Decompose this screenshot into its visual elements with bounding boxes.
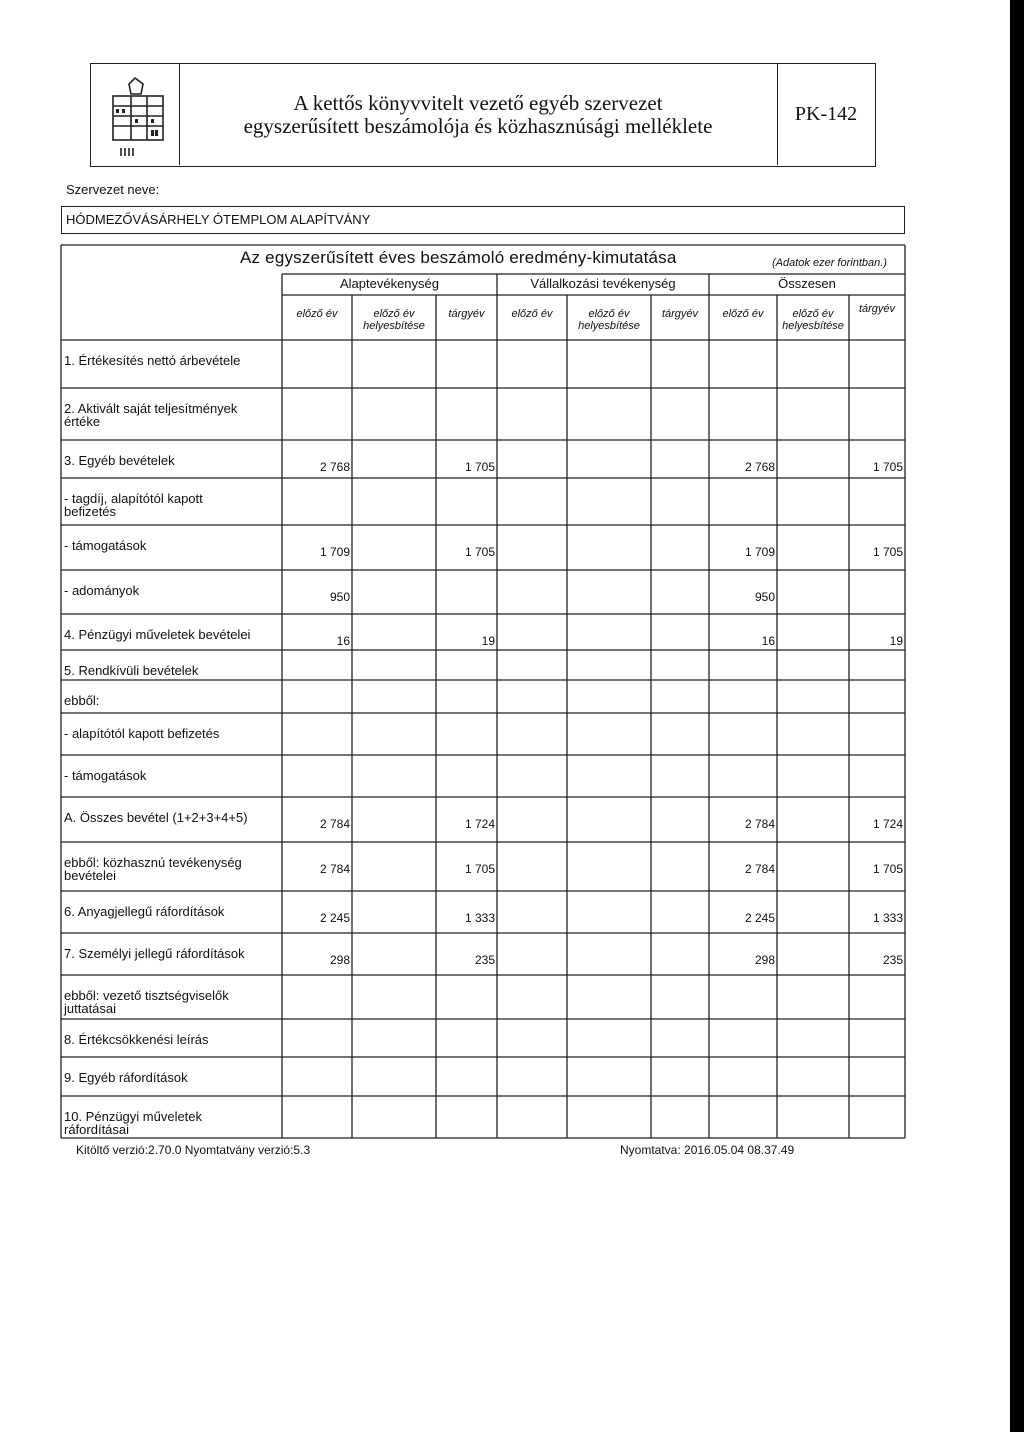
row-label	[64, 539, 146, 552]
value-cell: 2 768	[744, 460, 775, 474]
row-label	[64, 1033, 209, 1046]
row-label-line: 7. Személyi jellegű ráfordítások	[64, 946, 245, 961]
row-label-line: ebből: vezető tisztségviselők	[64, 988, 229, 1003]
row-label-line: 8. Értékcsökkenési leírás	[64, 1032, 209, 1047]
form-code: PK-142	[794, 103, 858, 125]
form-title-line1: A kettős könyvvitelt vezető egyéb szervezet	[293, 90, 663, 115]
table-title: Az egyszerűsített éves beszámoló eredmény-kimutatása	[240, 248, 677, 267]
row-label	[64, 454, 175, 467]
subheader-prev-year: előző év	[511, 308, 553, 320]
row-label	[64, 664, 198, 677]
row-label	[64, 856, 242, 882]
value-cell: 2 245	[744, 911, 775, 925]
row-label	[64, 694, 99, 707]
row-label-line: 9. Egyéb ráfordítások	[64, 1070, 188, 1085]
row-label-line: 3. Egyéb bevételek	[64, 453, 175, 468]
row-label-line: - támogatások	[64, 768, 147, 783]
value-cell: 1 705	[872, 862, 903, 876]
value-cell: 1 333	[872, 911, 903, 925]
value-cell: 2 784	[744, 817, 775, 831]
value-cell: 2 784	[319, 862, 350, 876]
value-cell: 1 709	[744, 545, 775, 559]
row-label	[64, 402, 237, 428]
row-label-line: 10. Pénzügyi műveletek	[64, 1109, 203, 1124]
row-label-line: 4. Pénzügyi műveletek bevételei	[64, 627, 251, 642]
row-label-line: 5. Rendkívüli bevételek	[64, 663, 199, 678]
value-cell: 19	[889, 634, 903, 648]
subheader-prev-year-correction: előző év helyesbítése	[363, 308, 425, 332]
row-label-line: 2. Aktivált saját teljesítmények	[64, 401, 238, 416]
value-cell: 950	[754, 590, 775, 604]
row-label	[64, 727, 219, 740]
row-label	[64, 947, 245, 960]
row-label-line: ráfordításai	[64, 1122, 130, 1137]
unit-note: (Adatok ezer forintban.)	[772, 257, 887, 269]
value-cell: 1 705	[464, 460, 495, 474]
form-title-line2: egyszerűsített beszámolója és közhasznúsági melléklete	[243, 113, 713, 138]
row-label-line: - alapítótól kapott befizetés	[64, 726, 220, 741]
value-cell: 950	[329, 590, 350, 604]
row-label-line: - tagdíj, alapítótól kapott	[64, 491, 203, 506]
value-cell: 235	[882, 953, 903, 967]
row-label	[64, 769, 146, 782]
row-label-line: ebből:	[64, 693, 100, 708]
subheader-prev-year-correction: előző év helyesbítése	[578, 308, 640, 332]
subheader-current-year: tárgyév	[858, 303, 896, 315]
footer-version: Kitöltő verzió:2.70.0 Nyomtatvány verzió:5.3	[76, 1143, 311, 1157]
value-cell: 1 333	[464, 911, 495, 925]
value-cell: 2 768	[319, 460, 350, 474]
organization-name: HÓDMEZŐVÁSÁRHELY ÓTEMPLOM ALAPÍTVÁNY	[66, 212, 371, 227]
value-cell: 16	[336, 634, 350, 648]
subheader-prev-year: előző év	[296, 308, 338, 320]
subheader-current-year: tárgyév	[448, 308, 485, 320]
row-label-line: - támogatások	[64, 538, 147, 553]
group-header-core-activity: Alaptevékenység	[339, 276, 439, 291]
group-header-business-activity: Vállalkozási tevékenység	[530, 276, 676, 291]
row-label	[64, 1071, 188, 1084]
row-label-line: 1. Értékesítés nettó árbevétele	[64, 353, 241, 368]
value-cell: 1 705	[464, 862, 495, 876]
row-label	[64, 584, 139, 597]
value-cell: 235	[474, 953, 495, 967]
row-label	[64, 905, 224, 918]
value-cell: 16	[761, 634, 775, 648]
value-cell: 1 724	[872, 817, 903, 831]
footer-print-date: Nyomtatva: 2016.05.04 08.37.49	[620, 1143, 795, 1157]
row-label-line: juttatásai	[64, 1001, 117, 1016]
group-header-total: Összesen	[778, 276, 836, 291]
row-label-line: ebből: közhasznú tevékenység	[64, 855, 242, 870]
row-label	[64, 628, 250, 641]
value-cell: 2 245	[319, 911, 350, 925]
organization-label: Szervezet neve:	[66, 182, 160, 197]
value-cell: 19	[481, 634, 495, 648]
row-label-line: 6. Anyagjellegű ráfordítások	[64, 904, 225, 919]
subheader-prev-year-correction: előző év helyesbítése	[782, 308, 844, 332]
value-cell: 2 784	[744, 862, 775, 876]
row-label	[64, 492, 203, 518]
value-cell: 1 709	[319, 545, 350, 559]
row-label	[64, 989, 229, 1015]
value-cell: 298	[329, 953, 350, 967]
row-label	[64, 1110, 202, 1136]
value-cell: 1 705	[464, 545, 495, 559]
value-cell: 1 724	[464, 817, 495, 831]
row-label-line: befizetés	[64, 504, 117, 519]
value-cell: 1 705	[872, 545, 903, 559]
row-label-line: bevételei	[64, 868, 117, 883]
value-cell: 298	[754, 953, 775, 967]
subheader-current-year: tárgyév	[661, 308, 699, 320]
value-cell: 2 784	[319, 817, 350, 831]
value-cell: 1 705	[872, 460, 903, 474]
row-label-line: értéke	[64, 414, 101, 429]
row-label	[64, 354, 240, 367]
row-label	[64, 811, 248, 824]
row-label-line: - adományok	[64, 583, 140, 598]
row-label-line: A. Összes bevétel (1+2+3+4+5)	[64, 810, 248, 825]
subheader-prev-year: előző év	[722, 308, 764, 320]
